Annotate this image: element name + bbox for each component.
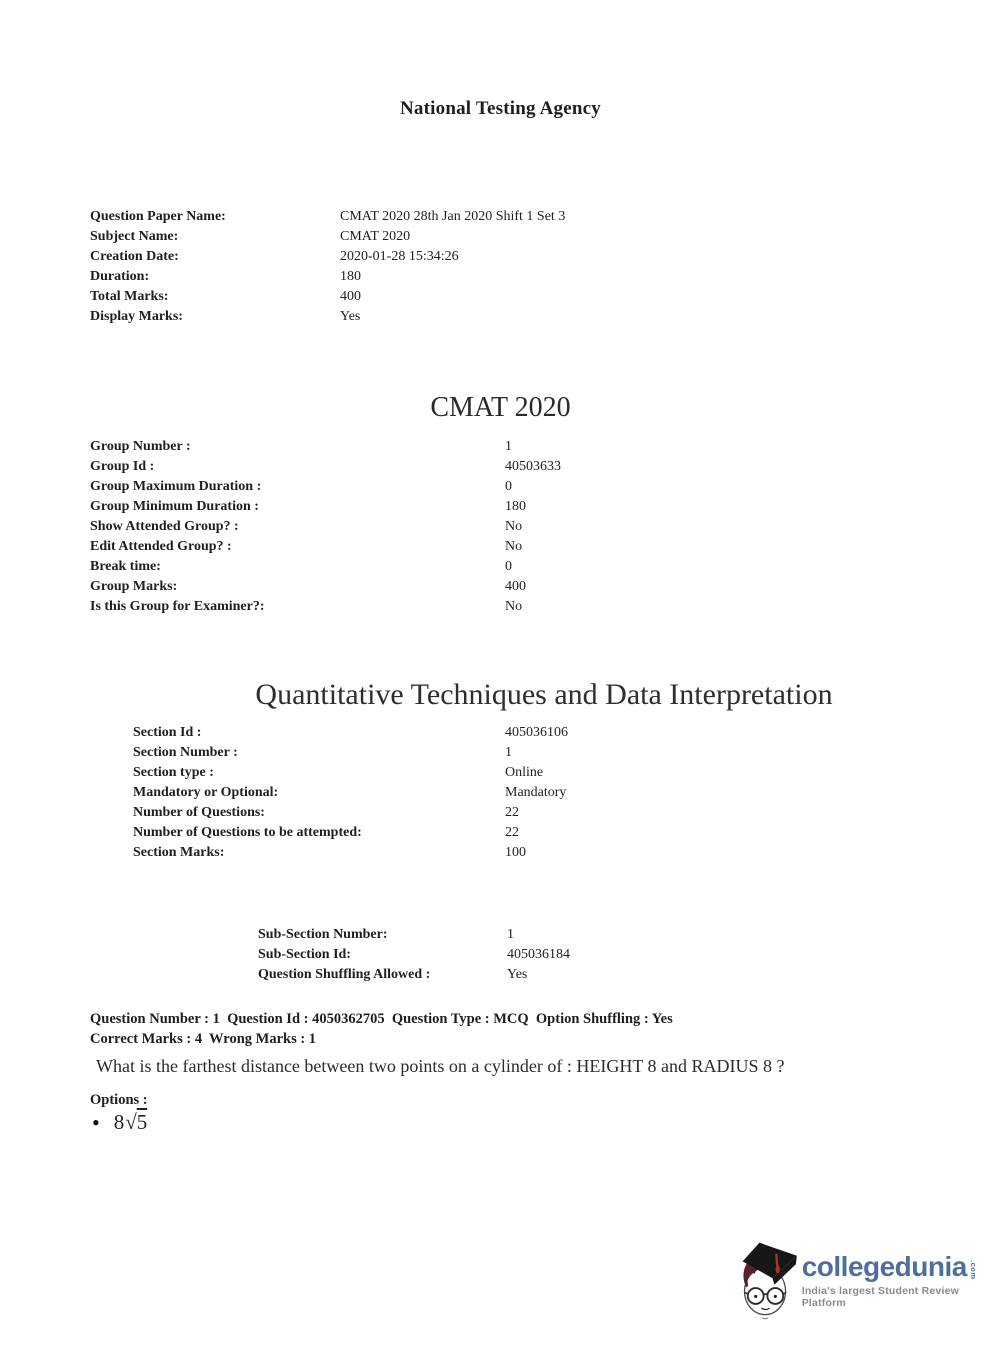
field-label: Question Paper Name: [90,209,226,224]
field-label: Number of Questions to be attempted: [133,825,362,840]
option-radicand: 5 [136,1110,148,1134]
question-meta [90,1009,673,1049]
brand-tagline: India's largest Student Review Platform [801,1285,959,1309]
field-label: Sub-Section Number: [258,927,388,942]
field-label: Number of Questions: [133,805,265,820]
brand-name: collegedunia [801,1251,967,1282]
field-value: 100 [505,845,526,860]
field-label: Display Marks: [90,309,183,324]
question-text: What is the farthest distance between two points on a cylinder of : HEIGHT 8 and RADIUS 8 ? [96,1056,785,1076]
field-value: No [505,519,523,534]
section-info-block [133,723,905,863]
logo-text-block [802,1240,993,1309]
field-label: Subject Name: [90,229,179,244]
field-label: Section Marks: [133,845,225,860]
field-value: Mandatory [505,785,567,800]
field-value: Online [505,765,544,780]
subsection-info-block [258,925,907,985]
field-value: 180 [505,499,526,514]
question-meta-line1: Question Number : 1 Question Id : 4050362705 Question Type : MCQ Option Shuffling : Yes [90,1011,673,1027]
field-value: 400 [340,289,361,304]
group-info-block [90,437,905,617]
field-value: No [505,539,523,554]
field-label: Duration: [90,269,150,284]
field-label: Question Shuffling Allowed : [258,967,431,982]
group-title: CMAT 2020 [430,392,571,423]
field-value: No [505,599,523,614]
field-label: Section Id : [133,725,202,740]
field-label: Group Id : [90,459,155,474]
agency-title: National Testing Agency [400,98,601,119]
field-value: Yes [340,309,361,324]
option-bullet-icon: • [92,1109,100,1135]
option-coefficient: 8 [113,1110,125,1134]
option-row[interactable] [92,1110,147,1135]
field-value: 0 [505,559,512,574]
field-label: Show Attended Group? : [90,519,239,534]
field-value: CMAT 2020 [340,229,411,244]
field-label: Mandatory or Optional: [133,785,279,800]
field-value: 400 [505,579,526,594]
collegedunia-mascot-icon [737,1240,799,1322]
section-title: Quantitative Techniques and Data Interpretation [255,678,833,711]
field-value: 22 [505,825,519,840]
field-label: Total Marks: [90,289,169,304]
question-meta-line2: Correct Marks : 4 Wrong Marks : 1 [90,1031,317,1047]
option-math-value [114,1110,148,1135]
options-label: Options : [90,1092,148,1108]
collegedunia-logo [737,1240,993,1320]
field-label: Group Number : [90,439,191,454]
field-value: 2020-01-28 15:34:26 [340,249,459,264]
field-label: Section type : [133,765,214,780]
field-value: 1 [507,927,514,942]
brand-domain-suffix: .com [968,1260,978,1280]
paper-info-block [90,207,900,327]
field-value: Yes [507,967,528,982]
field-value: 405036106 [505,725,568,740]
field-label: Break time: [90,559,161,574]
field-value: 22 [505,805,519,820]
field-label: Group Marks: [90,579,178,594]
sqrt-icon: √ [125,1110,137,1134]
field-label: Section Number : [133,745,238,760]
field-value: 1 [505,439,512,454]
field-label: Sub-Section Id: [258,947,351,962]
field-value: 40503633 [505,459,561,474]
field-value: 405036184 [507,947,570,962]
field-label: Edit Attended Group? : [90,539,232,554]
field-label: Group Minimum Duration : [90,499,259,514]
field-value: CMAT 2020 28th Jan 2020 Shift 1 Set 3 [340,209,566,224]
field-value: 1 [505,745,512,760]
field-label: Is this Group for Examiner?: [90,599,265,614]
field-value: 0 [505,479,512,494]
field-value: 180 [340,269,361,284]
field-label: Group Maximum Duration : [90,479,262,494]
field-label: Creation Date: [90,249,179,264]
